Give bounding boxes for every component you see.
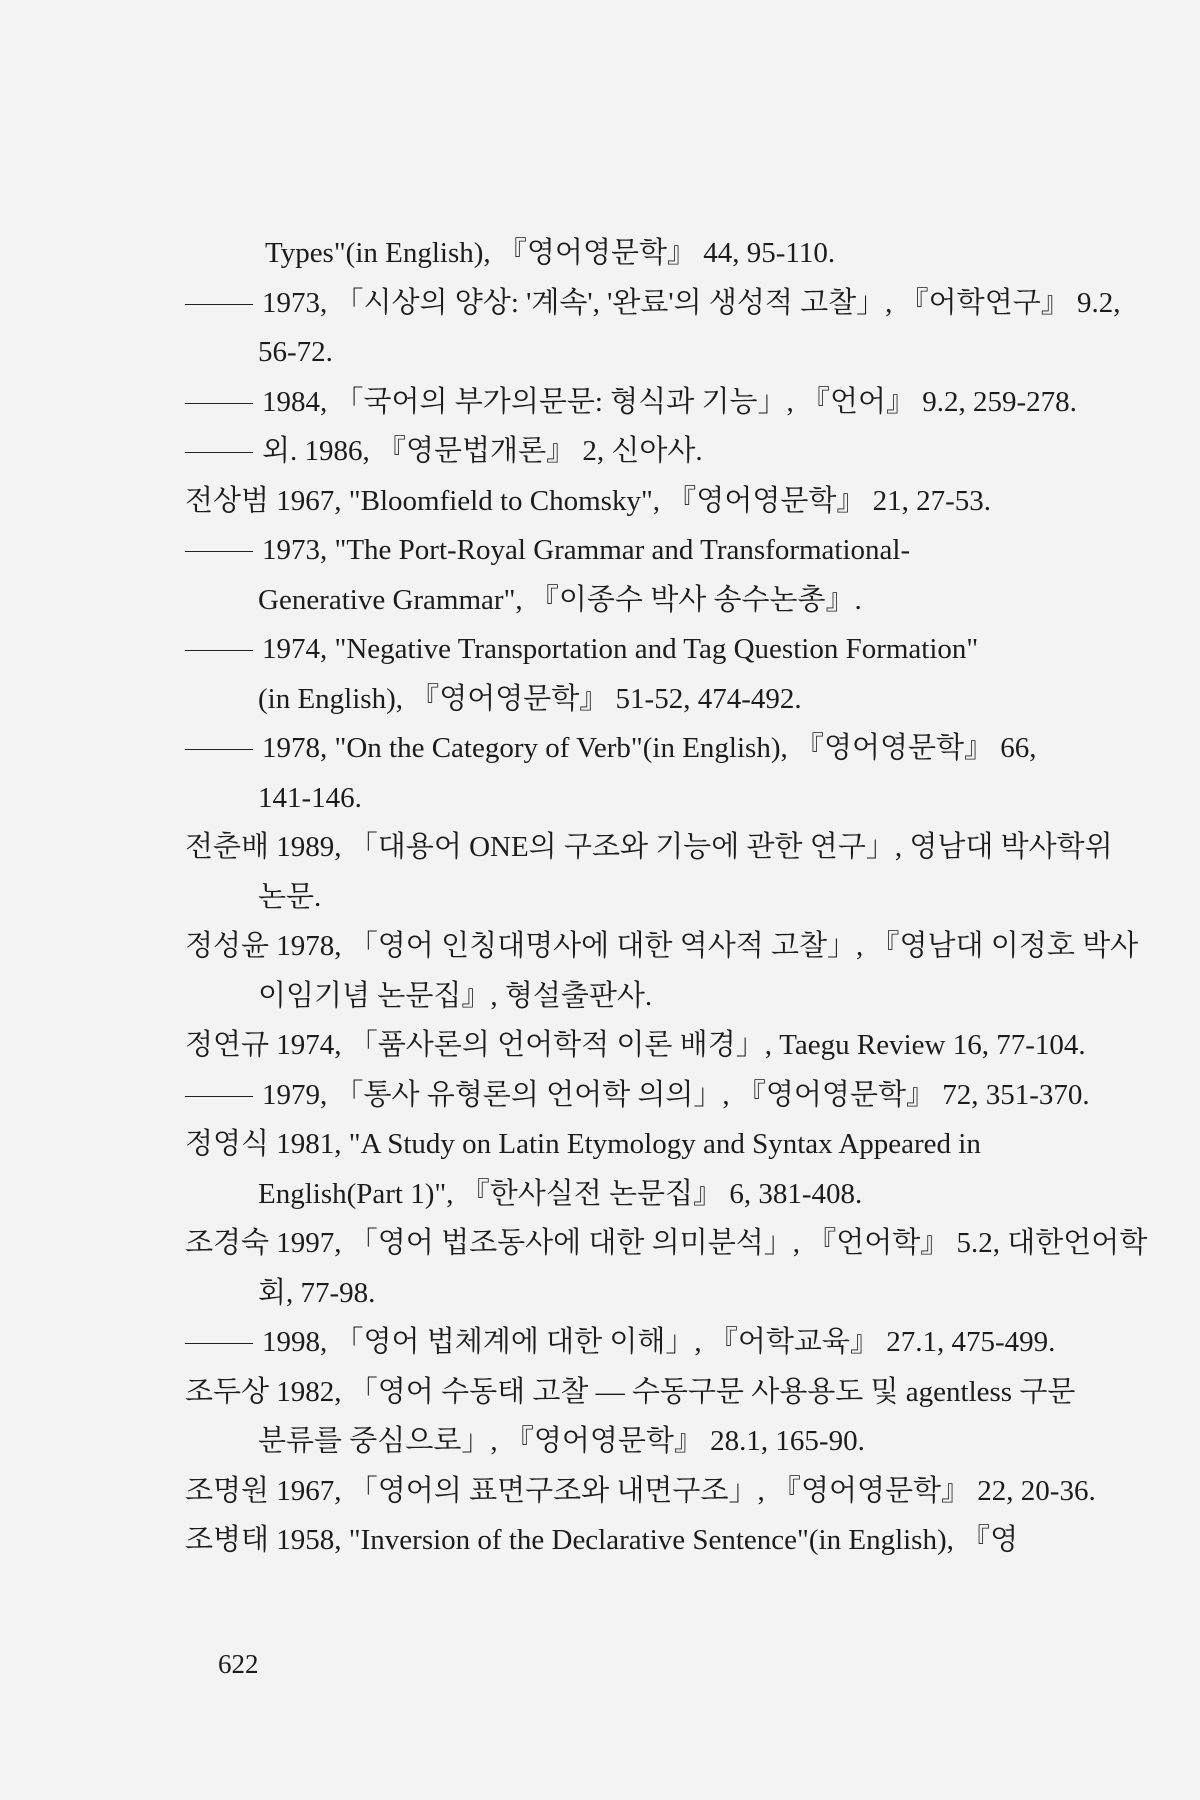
reference-text: 141-146. (258, 781, 362, 814)
repeat-author-dash (185, 452, 253, 453)
reference-line (0, 1466, 1200, 1516)
reference-text: 조두상 1982, 「영어 수동태 고찰 — 수동구문 사용용도 및 agentless 구문 (185, 1375, 1076, 1408)
reference-text: 정성윤 1978, 「영어 인칭대명사에 대한 역사적 고찰」, 『영남대 이정호 박사 (185, 930, 1139, 962)
reference-line (0, 1317, 1200, 1367)
reference-line (0, 822, 1200, 872)
reference-line (0, 1020, 1200, 1070)
reference-line (0, 872, 1200, 922)
reference-text: 1973, 「시상의 양상: '계속', '완료'의 생성적 고찰」, 『어학연구』 9.2, (262, 286, 1121, 319)
reference-text: 1984, 「국어의 부가의문문: 형식과 기능」, 『언어』 9.2, 259-278. (262, 385, 1077, 418)
reference-text: (in English), 『영어영문학』 51-52, 474-492. (258, 682, 802, 715)
reference-text: 회, 77-98. (258, 1276, 376, 1309)
reference-line (0, 278, 1200, 328)
reference-line (0, 327, 1200, 377)
reference-text: 1974, "Negative Transportation and Tag Question Formation" (262, 633, 979, 665)
reference-line (0, 1515, 1200, 1565)
page-number: 622 (218, 1649, 259, 1679)
reference-line (0, 377, 1200, 427)
reference-text: 1998, 「영어 법체계에 대한 이해」, 『어학교육』 27.1, 475-499. (262, 1326, 1056, 1358)
reference-line (0, 674, 1200, 724)
reference-line (0, 723, 1200, 773)
reference-text: 1979, 「통사 유형론의 언어학 의의」, 『영어영문학』 72, 351-370. (262, 1078, 1090, 1111)
reference-line (0, 624, 1200, 674)
reference-line (0, 1416, 1200, 1466)
reference-text: 정연규 1974, 「품사론의 언어학적 이론 배경」, Taegu Review 16, 77-104. (185, 1029, 1086, 1061)
reference-text: English(Part 1)", 『한사실전 논문집』 6, 381-408. (258, 1177, 863, 1210)
repeat-author-dash (185, 1343, 253, 1344)
reference-line (0, 921, 1200, 971)
reference-text: 조병태 1958, "Inversion of the Declarative Sentence"(in English), 『영 (185, 1524, 1019, 1556)
repeat-author-dash (185, 650, 253, 651)
reference-text: 조경숙 1997, 「영어 법조동사에 대한 의미분석」, 『언어학』 5.2, 대한언어학 (185, 1227, 1148, 1259)
repeat-author-dash (185, 1096, 253, 1097)
reference-line (0, 1367, 1200, 1417)
reference-line (0, 228, 1200, 278)
repeat-author-dash (185, 551, 253, 552)
reference-text: 정영식 1981, "A Study on Latin Etymology and Syntax Appeared in (185, 1128, 981, 1160)
repeat-author-dash (185, 403, 253, 404)
reference-line (0, 1119, 1200, 1169)
reference-line (0, 525, 1200, 575)
reference-text: 전춘배 1989, 「대용어 ONE의 구조와 기능에 관한 연구」, 영남대 박사학위 (185, 831, 1113, 863)
repeat-author-dash (185, 304, 253, 305)
reference-text: Generative Grammar", 『이종수 박사 송수논총』. (258, 583, 862, 616)
reference-text: 1973, "The Port-Royal Grammar and Transformational- (262, 534, 911, 566)
repeat-author-dash (185, 749, 253, 750)
reference-line (0, 476, 1200, 526)
reference-text: Types"(in English), 『영어영문학』 44, 95-110. (265, 237, 836, 269)
reference-line (0, 1070, 1200, 1120)
reference-line (0, 971, 1200, 1021)
reference-text: 논문. (258, 880, 322, 913)
reference-line (0, 575, 1200, 625)
reference-line (0, 1268, 1200, 1318)
reference-line (0, 426, 1200, 476)
reference-text: 1978, "On the Category of Verb"(in English), 『영어영문학』 66, (262, 732, 1037, 764)
reference-text: 외. 1986, 『영문법개론』 2, 신아사. (262, 435, 703, 467)
reference-line (0, 773, 1200, 823)
reference-text: 이임기념 논문집』, 형설출판사. (258, 979, 653, 1012)
reference-text: 조명원 1967, 「영어의 표면구조와 내면구조」, 『영어영문학』 22, 20-36. (185, 1474, 1096, 1507)
reference-text: 56-72. (258, 336, 333, 368)
reference-text: 전상범 1967, "Bloomfield to Chomsky", 『영어영문학』 21, 27-53. (185, 484, 992, 517)
reference-line (0, 1169, 1200, 1219)
reference-line (0, 1218, 1200, 1268)
reference-text: 분류를 중심으로」, 『영어영문학』 28.1, 165-90. (258, 1425, 865, 1457)
